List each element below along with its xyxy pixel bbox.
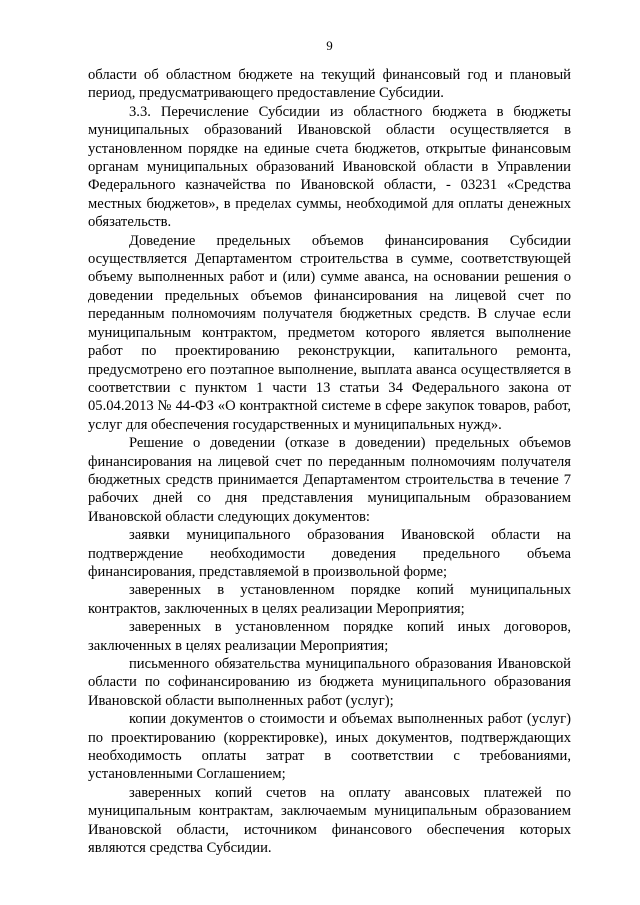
list-item-application: заявки муниципального образования Ивановской области на подтверждение необходимости доведения предельного объема финансирования, представляемой в произвольной форме; (88, 527, 571, 580)
paragraph-funding-limits: Доведение предельных объемов финансирования Субсидии осуществляется Департаментом строительства в сумме, соответствующей объему выполненных работ и (или) сумме аванса, на основании решения о доведении предельных объемов финансирования на лицевой счет по переданным полномочиям получателя бюджетных средств. В случае если муниципальным контрактом, предметом которого является выполнение работ по проектированию реконструкции, капитального ремонта, предусмотрено его поэтапное выполнение, выплата аванса осуществляется в соответствии с пунктом 1 части 13 статьи 34 Федерального закона от 05.04.2013 № 44-ФЗ «О контрактной системе в сфере закупок товаров, работ, услуг для обеспечения государственных и муниципальных нужд». (88, 232, 571, 433)
paragraph-clause-3-3: 3.3. Перечисление Субсидии из областного бюджета в бюджеты муниципальных образований Ивановской области осуществляется в установленном порядке на единые счета бюджетов, открытые финансовым органам муниципальных образований Ивановской области в Управлении Федерального казначейства по Ивановской области, - 03231 «Средства местных бюджетов», в пределах суммы, необходимой для оплаты денежных обязательств. (88, 103, 571, 231)
list-item-advance-invoices: заверенных копий счетов на оплату авансовых платежей по муниципальным контрактам, заключаемым муниципальным образованием Ивановской области, источником финансового обеспечения которых являются средства Субсидии. (88, 784, 571, 857)
list-item-cofinancing-obligation: письменного обязательства муниципального образования Ивановской области по софинансированию из бюджета муниципального образования Ивановской области выполненных работ (услуг); (88, 656, 571, 709)
document-body (88, 66, 571, 857)
list-item-municipal-contracts: заверенных в установленном порядке копий муниципальных контрактов, заключенных в целях реализации Мероприятия; (88, 582, 571, 617)
paragraph-continuation: области об областном бюджете на текущий финансовый год и плановый период, предусматривающего предоставление Субсидии. (88, 67, 571, 102)
paragraph-decision: Решение о доведении (отказе в доведении) предельных объемов финансирования на лицевой счет по переданным полномочиям получателя бюджетных средств принимается Департаментом строительства в течение 7 рабочих дней со дня представления муниципальным образованием Ивановской области следующих документов: (88, 435, 571, 525)
list-item-other-agreements: заверенных в установленном порядке копий иных договоров, заключенных в целях реализации Мероприятия; (88, 619, 571, 654)
page-number: 9 (326, 38, 333, 53)
list-item-cost-documents: копии документов о стоимости и объемах выполненных работ (услуг) по проектированию (корректировке), иных документов, подтверждающих необходимость оплаты затрат в соответствии с требованиями, установленными Соглашением; (88, 711, 571, 783)
